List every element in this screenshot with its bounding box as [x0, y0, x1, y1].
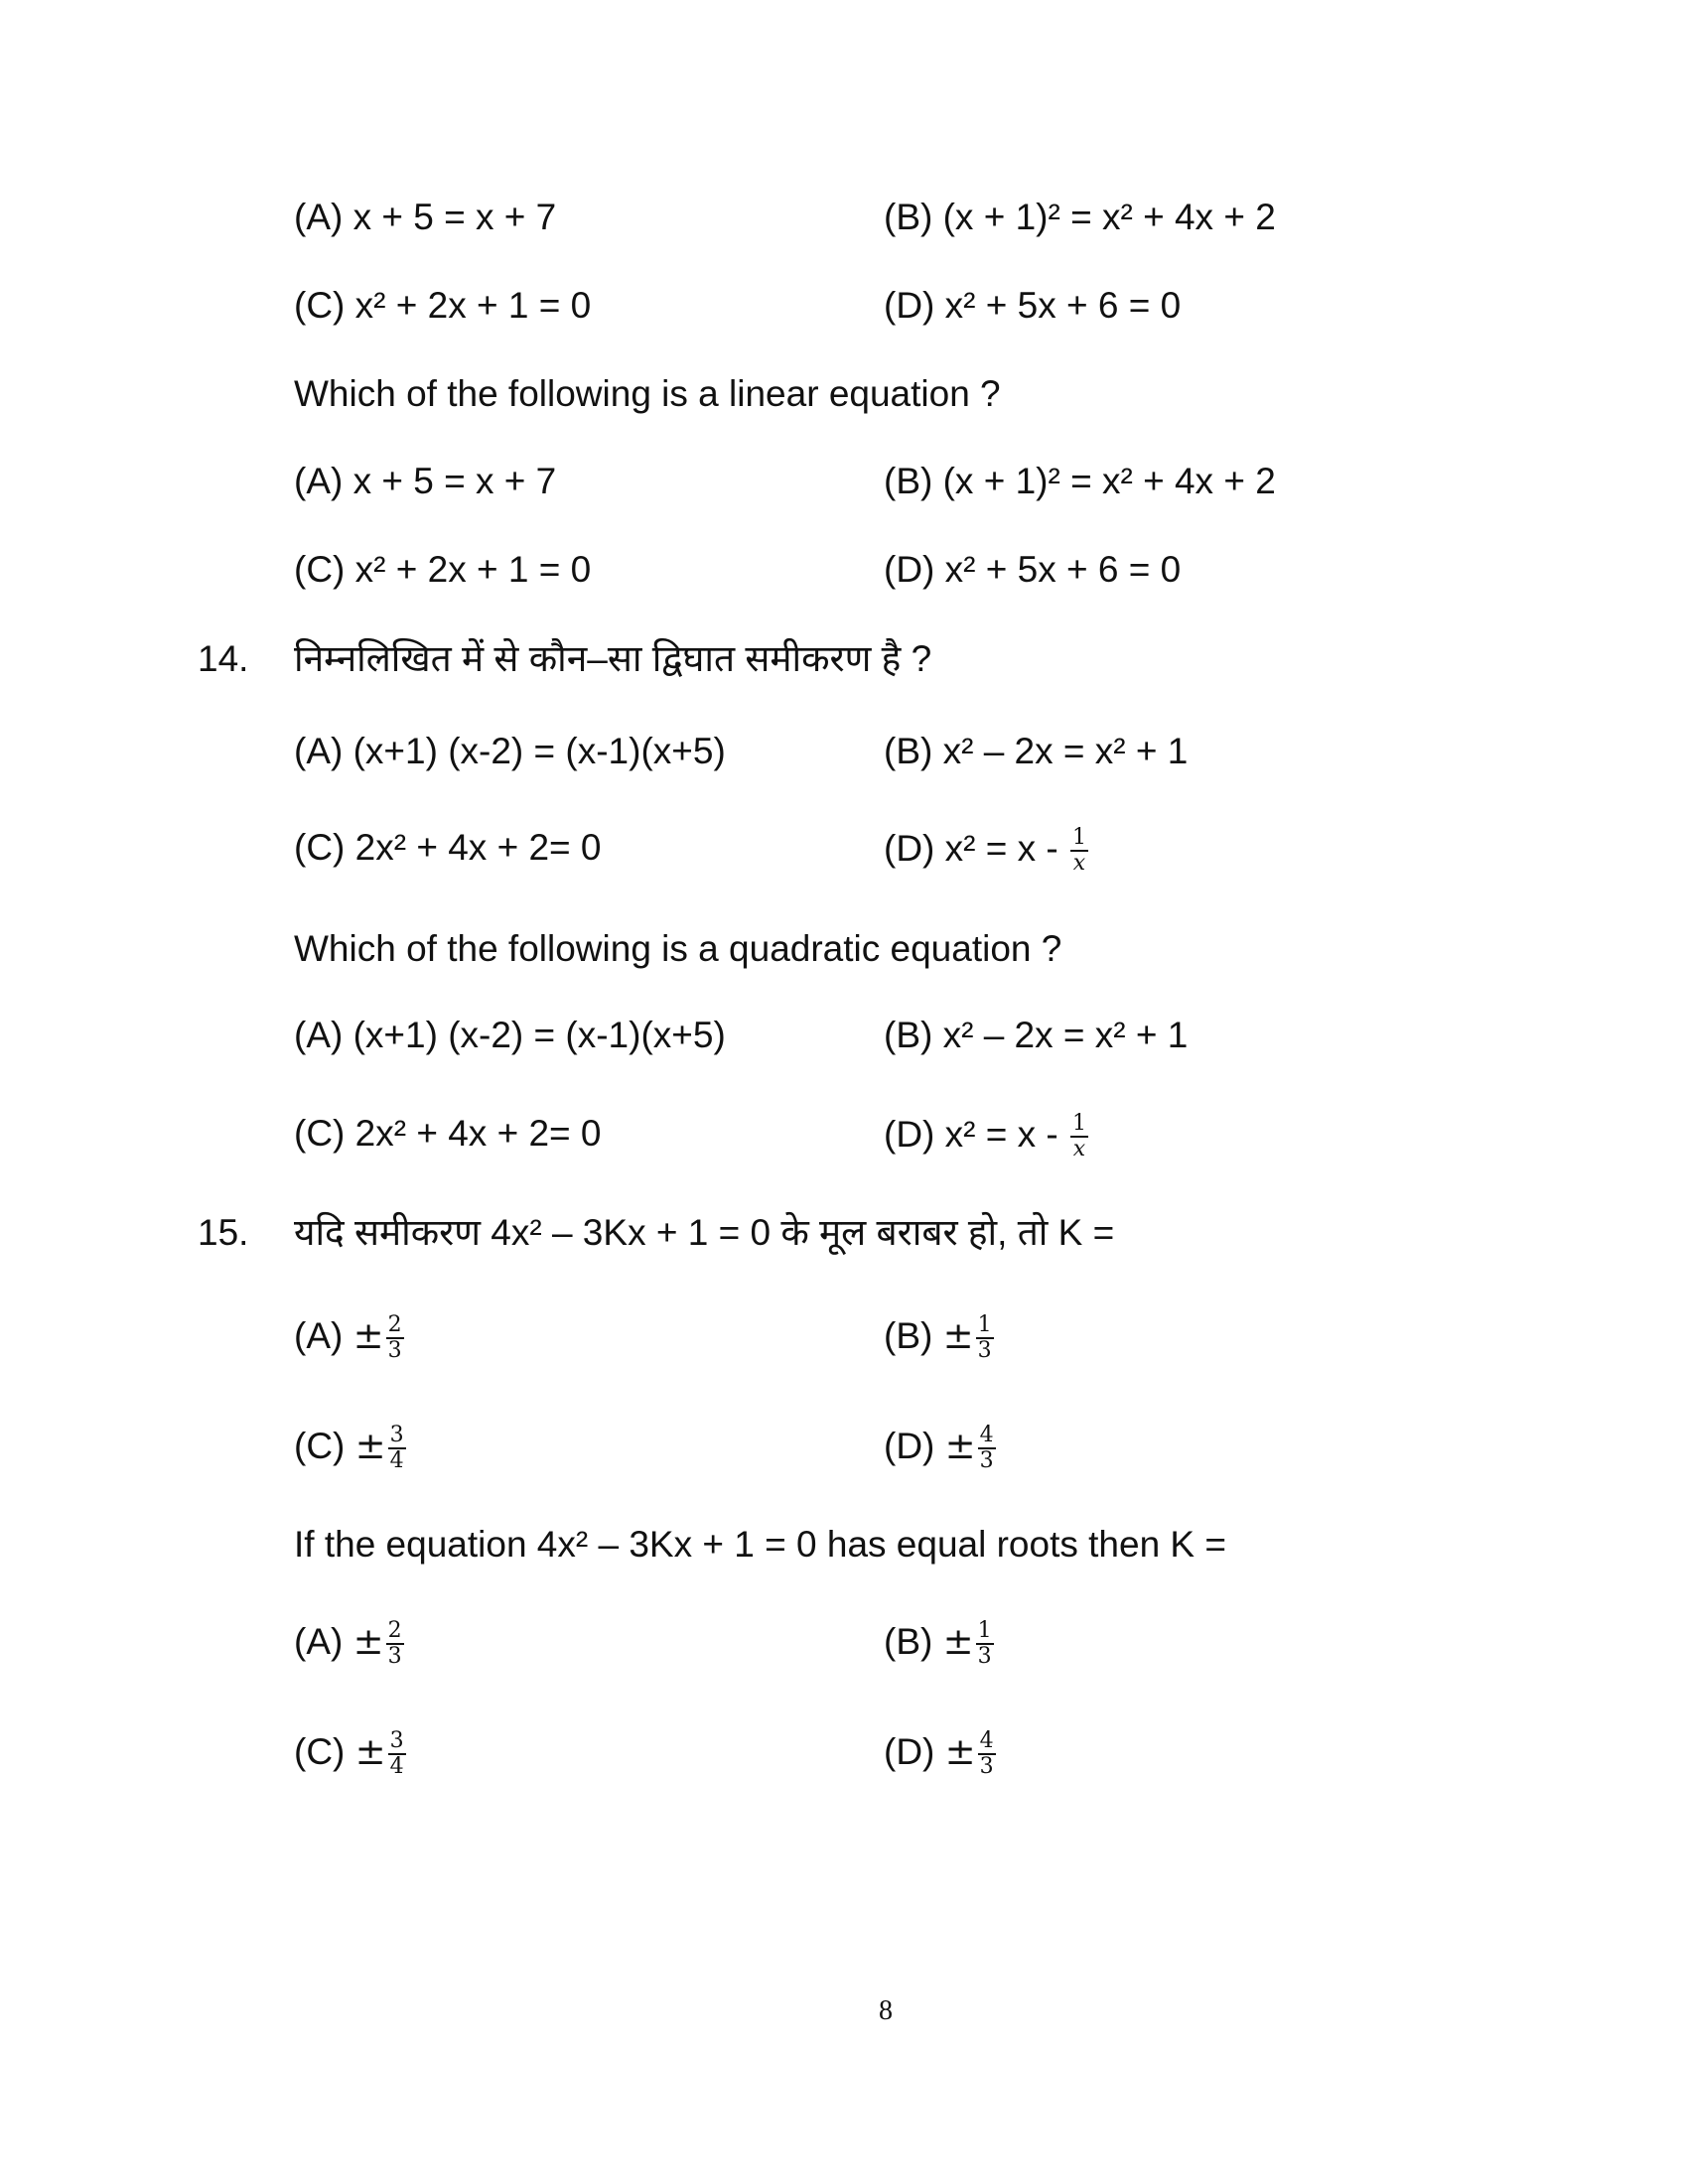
q15-hi-option-d	[884, 1424, 996, 1473]
option-label: (A)	[294, 1314, 344, 1356]
q15-en-option-d	[884, 1729, 996, 1779]
q14-en-option-d	[884, 1112, 1088, 1161]
q14-hi-option-c: (C) 2x² + 4x + 2= 0	[294, 827, 602, 868]
q15-hi-option-b	[884, 1313, 994, 1363]
q15-hi-option-a	[294, 1313, 404, 1363]
q14-en-question: Which of the following is a quadratic equation ?	[294, 928, 1062, 969]
numerator: 4	[979, 1728, 994, 1753]
denominator: 3	[979, 1448, 994, 1473]
q13-hi-option-c: (C) x² + 2x + 1 = 0	[294, 285, 592, 326]
plus-minus-sign: ±	[942, 1619, 974, 1663]
option-label: (D)	[884, 1730, 935, 1772]
fraction	[388, 1424, 406, 1473]
option-text: (D) x² = x -	[884, 1113, 1069, 1155]
q13-en-option-b: (B) (x + 1)² = x² + 4x + 2	[884, 461, 1276, 501]
plus-minus-sign: ±	[944, 1729, 976, 1773]
page-number: 8	[879, 1995, 893, 2026]
numerator: 2	[387, 1312, 402, 1337]
q13-hi-option-d: (D) x² + 5x + 6 = 0	[884, 285, 1182, 326]
q15-en-option-b	[884, 1619, 994, 1669]
fraction	[1070, 826, 1088, 876]
q13-en-question: Which of the following is a linear equation ?	[294, 373, 1001, 414]
q14-hi-option-b: (B) x² – 2x = x² + 1	[884, 731, 1189, 771]
denominator: 3	[979, 1754, 994, 1779]
option-label: (D)	[884, 1425, 935, 1466]
plus-minus-sign: ±	[944, 1424, 976, 1467]
numerator: 2	[387, 1618, 402, 1643]
numerator: 1	[977, 1312, 992, 1337]
q15-en-option-a	[294, 1619, 404, 1669]
plus-minus-sign: ±	[942, 1313, 974, 1357]
fraction	[386, 1313, 404, 1363]
fraction	[1070, 1112, 1088, 1161]
numerator: 3	[389, 1423, 404, 1447]
q15-number: 15.	[198, 1212, 249, 1253]
numerator: 4	[979, 1423, 994, 1447]
q14-en-option-b: (B) x² – 2x = x² + 1	[884, 1015, 1189, 1055]
option-label: (A)	[294, 1620, 344, 1662]
q14-en-option-a: (A) (x+1) (x-2) = (x-1)(x+5)	[294, 1015, 726, 1055]
q15-hi-option-c	[294, 1424, 406, 1473]
q14-hi-option-a: (A) (x+1) (x-2) = (x-1)(x+5)	[294, 731, 726, 771]
fraction	[978, 1729, 996, 1779]
denominator: 3	[977, 1338, 992, 1363]
q15-en-question: If the equation 4x² – 3Kx + 1 = 0 has equal roots then K =	[294, 1524, 1227, 1565]
fraction	[976, 1313, 994, 1363]
option-label: (C)	[294, 1425, 346, 1466]
denominator: x	[1072, 1137, 1086, 1161]
q14-hi-option-d	[884, 826, 1088, 876]
numerator: 1	[977, 1618, 992, 1643]
plus-minus-sign: ±	[352, 1313, 384, 1357]
q13-hi-option-a: (A) x + 5 = x + 7	[294, 197, 557, 237]
denominator: 3	[387, 1644, 402, 1669]
option-label: (B)	[884, 1620, 933, 1662]
numerator: 3	[389, 1728, 404, 1753]
option-text: (D) x² = x -	[884, 827, 1069, 869]
q14-en-option-c: (C) 2x² + 4x + 2= 0	[294, 1113, 602, 1154]
plus-minus-sign: ±	[354, 1729, 386, 1773]
plus-minus-sign: ±	[354, 1424, 386, 1467]
q15-en-option-c	[294, 1729, 406, 1779]
q13-hi-option-b: (B) (x + 1)² = x² + 4x + 2	[884, 197, 1276, 237]
fraction	[978, 1424, 996, 1473]
q14-number: 14.	[198, 638, 249, 679]
option-label: (B)	[884, 1314, 933, 1356]
fraction	[976, 1619, 994, 1669]
denominator: x	[1072, 851, 1086, 876]
denominator: 4	[389, 1754, 404, 1779]
q13-en-option-c: (C) x² + 2x + 1 = 0	[294, 549, 592, 590]
denominator: 3	[977, 1644, 992, 1669]
q14-hi-question: निम्नलिखित में से कौन–सा द्विघात समीकरण है ?	[294, 638, 932, 679]
numerator: 1	[1072, 1111, 1087, 1136]
q13-en-option-a: (A) x + 5 = x + 7	[294, 461, 557, 501]
option-label: (C)	[294, 1730, 346, 1772]
denominator: 3	[387, 1338, 402, 1363]
plus-minus-sign: ±	[352, 1619, 384, 1663]
q13-en-option-d: (D) x² + 5x + 6 = 0	[884, 549, 1182, 590]
fraction	[388, 1729, 406, 1779]
denominator: 4	[389, 1448, 404, 1473]
numerator: 1	[1072, 825, 1087, 850]
fraction	[386, 1619, 404, 1669]
q15-hi-question: यदि समीकरण 4x² – 3Kx + 1 = 0 के मूल बराबर हो, तो K =	[294, 1212, 1115, 1253]
